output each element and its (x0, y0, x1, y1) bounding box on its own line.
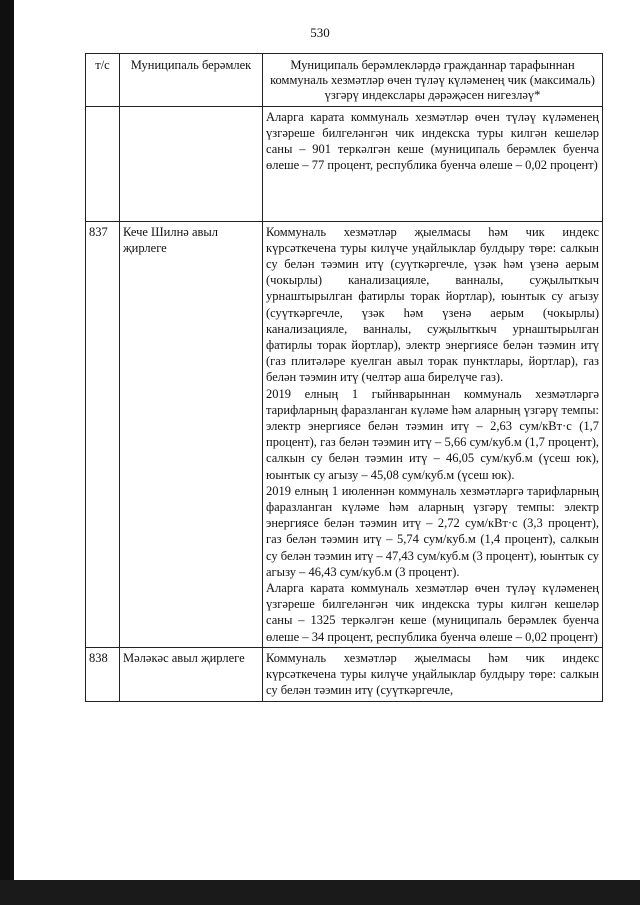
scan-left-edge (0, 0, 14, 905)
row-number: 838 (86, 647, 120, 701)
tariff-index-table (85, 53, 603, 702)
row-municipality: Мәләкәс авыл җирлеге (120, 647, 263, 701)
row-number (86, 106, 120, 221)
page-number: 530 (310, 25, 330, 40)
header-indicator: Муниципаль берәмлекләрдә гражданнар тарафыннан коммуналь хезмәтләр өчен түләү күләменең чик (максималь) үзгәрү индекслары дәрәҗәсен нигезләү* (263, 54, 603, 107)
row-municipality: Кече Шилнә авыл җирлеге (120, 221, 263, 647)
indicator-paragraph: Коммуналь хезмәтләр җыелмасы һәм чик индекс күрсәткечена туры килүче уңайлыклар булдыру төре: салкын су белән тәэмин итү (суүткәргечле, (266, 650, 599, 698)
table-row (86, 221, 603, 647)
indicator-paragraph: Аларга карата коммуналь хезмәтләр өчен түләү күләменең үзгәреше билгеләнгән чик индекска туры килгән кешеләр саны – 901 теркәлгән кеше (муниципаль берәмлек буенча өлеше – 77 процент, республика буенча өлеше – 0,02 процент) (266, 109, 599, 173)
header-municipality: Муниципаль берәмлек (120, 54, 263, 107)
row-indicator (263, 221, 603, 647)
header-number: т/с (86, 54, 120, 107)
scan-bottom-edge (0, 880, 640, 905)
indicator-paragraph: Коммуналь хезмәтләр җыелмасы һәм чик индекс күрсәткечена туры килүче уңайлыклар булдыру төре: салкын су белән тәэмин итү (суүткәргечле, үзәк һәм үзенә аерым (чокырлы) канализацияле, ванналы, суҗылыткыч урнаштырылган фатирлы торак йортлар), юынтык су агызу (суүткәргечле, үзәк һәм үзенә аерым (чокырлы) канализацияле, ванналы, суҗылыткыч урнаштырылган фатирлы торак йортлар), электр энергиясе белән тәэмин итү (газ плитәләре куелган авыл торак пунктлары, йортлар), газ белән тәэмин итү (челтәр аша бирелүче газ). (266, 224, 599, 385)
indicator-paragraph: 2019 елның 1 июленнән коммуналь хезмәтләргә тарифларның фаразланган күләме һәм аларның үзгәрү темпы: электр энергиясе белән тәэмин итү – 2,72 сум/кВт·с (3,3 процент), газ белән тәэмин итү – 5,74 сум/куб.м (1,4 процент), салкын су белән тәэмин итү – 47,43 сум/куб.м (3 процент), юынтык су агызу – 46,43 сум/куб.м (3 процент). (266, 483, 599, 579)
row-indicator (263, 106, 603, 221)
row-indicator (263, 647, 603, 701)
table-row (86, 106, 603, 221)
table-header-row (86, 54, 603, 107)
indicator-paragraph: Аларга карата коммуналь хезмәтләр өчен түләү күләменең үзгәреше билгеләнгән чик индекска туры килгән кешеләр саны – 1325 теркәлгән кеше (муниципаль берәмлек буенча өлеше – 34 процент, республика буенча өлеше – 0,02 процент) (266, 581, 599, 644)
table-row (86, 647, 603, 701)
row-municipality (120, 106, 263, 221)
indicator-paragraph: 2019 елның 1 гыйнварыннан коммуналь хезмәтләргә тарифларның фаразланган күләме һәм аларның үзгәрү темпы: электр энергиясе белән тәэмин итү – 2,63 сум/кВт·с (1,7 процент), газ белән тәэмин итү – 5,66 сум/куб.м (1,7 процент), салкын су белән тәэмин итү – 46,05 сум/куб.м (үсеш юк), юынтык су агызу – 45,08 сум/куб.м (үсеш юк). (266, 386, 599, 482)
row-number: 837 (86, 221, 120, 647)
